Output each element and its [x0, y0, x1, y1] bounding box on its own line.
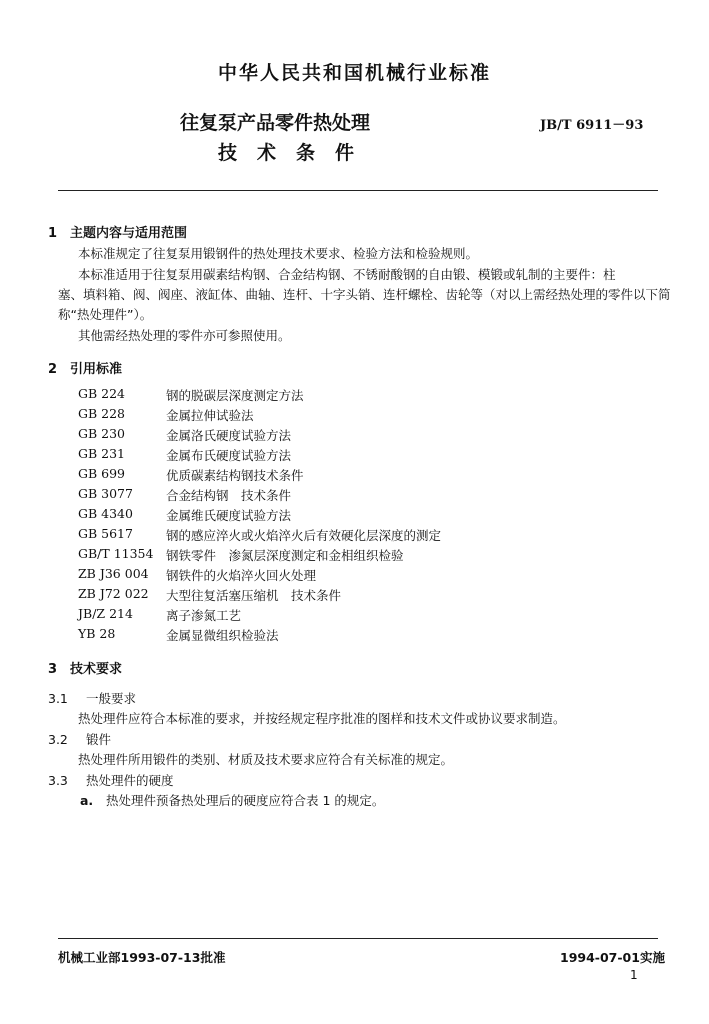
- reference-code: GB 231: [78, 446, 126, 461]
- reference-name: 金属洛氏硬度试验方法: [166, 428, 292, 443]
- document-title: 往复泵产品零件热处理: [180, 112, 371, 134]
- subsection-3-1-number: 3.1: [48, 691, 68, 706]
- reference-code: GB 228: [78, 406, 126, 421]
- reference-code: GB 4340: [78, 506, 133, 521]
- reference-code: GB 3077: [78, 486, 133, 501]
- reference-name: 合金结构钢 技术条件: [166, 488, 292, 503]
- section-2-title: 引用标准: [70, 362, 123, 377]
- section-3-heading: [48, 658, 122, 677]
- subsection-3-3-title: 热处理件的硬度: [86, 773, 174, 788]
- reference-name: 钢的脱碳层深度测定方法: [166, 388, 304, 403]
- reference-name: 金属布氏硬度试验方法: [166, 448, 292, 463]
- section-1-paragraph-1: 本标准规定了往复泵用锻钢件的热处理技术要求、检验方法和检验规则。: [78, 246, 479, 261]
- reference-name: 金属维氏硬度试验方法: [166, 508, 292, 523]
- subsection-3-2-heading: [48, 730, 111, 748]
- reference-name: 优质碳素结构钢技术条件: [166, 468, 304, 483]
- subsection-3-2-title: 锻件: [86, 732, 112, 747]
- item-text: 热处理件预备热处理后的硬度应符合表 1 的规定。: [106, 793, 385, 808]
- reference-code: GB 699: [78, 466, 126, 481]
- section-1-title: 主题内容与适用范围: [70, 226, 188, 241]
- subsection-3-1-heading: [48, 689, 136, 707]
- issuer-heading: 中华人民共和国机械行业标准: [217, 62, 491, 84]
- reference-name: 钢铁件的火焰淬火回火处理: [166, 568, 317, 583]
- section-3-title: 技术要求: [70, 662, 123, 677]
- section-1-paragraph-2-line-2: 塞、填料箱、阀、阀座、液缸体、曲轴、连杆、十字头销、连杆螺栓、齿轮等（对以上需经热处理的零件以下简: [58, 287, 671, 302]
- subsection-3-3-number: 3.3: [48, 773, 68, 788]
- subsection-3-3-item-a: [80, 791, 384, 809]
- standard-number: JB/T 6911－93: [540, 118, 644, 133]
- approval-date: 机械工业部1993-07-13批准: [58, 950, 226, 965]
- subsection-3-3-heading: [48, 771, 174, 789]
- item-label: a.: [80, 793, 94, 808]
- page-number: 1: [630, 968, 638, 982]
- reference-name: 金属拉伸试验法: [166, 408, 254, 423]
- section-1-paragraph-2-line-1: 本标准适用于往复泵用碳素结构钢、合金结构钢、不锈耐酸钢的自由锻、模锻或轧制的主要件：柱: [78, 267, 616, 282]
- reference-code: GB 5617: [78, 526, 133, 541]
- section-1-paragraph-2-line-3: 称“热处理件”）。: [58, 307, 153, 322]
- effective-date: 1994-07-01实施: [560, 950, 665, 965]
- reference-name: 金属显微组织检验法: [166, 628, 279, 643]
- subsection-3-2-number: 3.2: [48, 732, 68, 747]
- section-2-number: 2: [48, 362, 58, 377]
- subsection-3-2-text: 热处理件所用锻件的类别、材质及技术要求应符合有关标准的规定。: [78, 752, 454, 767]
- section-1-number: 1: [48, 226, 58, 241]
- section-1-paragraph-3: 其他需经热处理的零件亦可参照使用。: [78, 328, 291, 343]
- reference-code: GB 230: [78, 426, 126, 441]
- reference-code: GB/T 11354: [78, 546, 154, 561]
- reference-code: YB 28: [78, 626, 116, 641]
- reference-name: 钢铁零件 渗氮层深度测定和金相组织检验: [166, 548, 404, 563]
- reference-code: GB 224: [78, 386, 126, 401]
- reference-name: 离子渗氮工艺: [166, 608, 242, 623]
- subsection-3-1-text: 热处理件应符合本标准的要求，并按经规定程序批准的图样和技术文件或协议要求制造。: [78, 711, 566, 726]
- reference-code: ZB J72 022: [78, 586, 149, 601]
- reference-name: 大型往复活塞压缩机 技术条件: [166, 588, 342, 603]
- reference-code: JB/Z 214: [78, 606, 133, 621]
- section-1-heading: [48, 222, 187, 241]
- subsection-3-1-title: 一般要求: [86, 691, 137, 706]
- section-3-number: 3: [48, 662, 58, 677]
- footer-divider: [58, 938, 658, 939]
- reference-code: ZB J36 004: [78, 566, 149, 581]
- document-subtitle: 技术条件: [218, 142, 375, 164]
- section-2-heading: [48, 358, 122, 377]
- reference-name: 钢的感应淬火或火焰淬火后有效硬化层深度的测定: [166, 528, 442, 543]
- header-divider: [58, 190, 658, 191]
